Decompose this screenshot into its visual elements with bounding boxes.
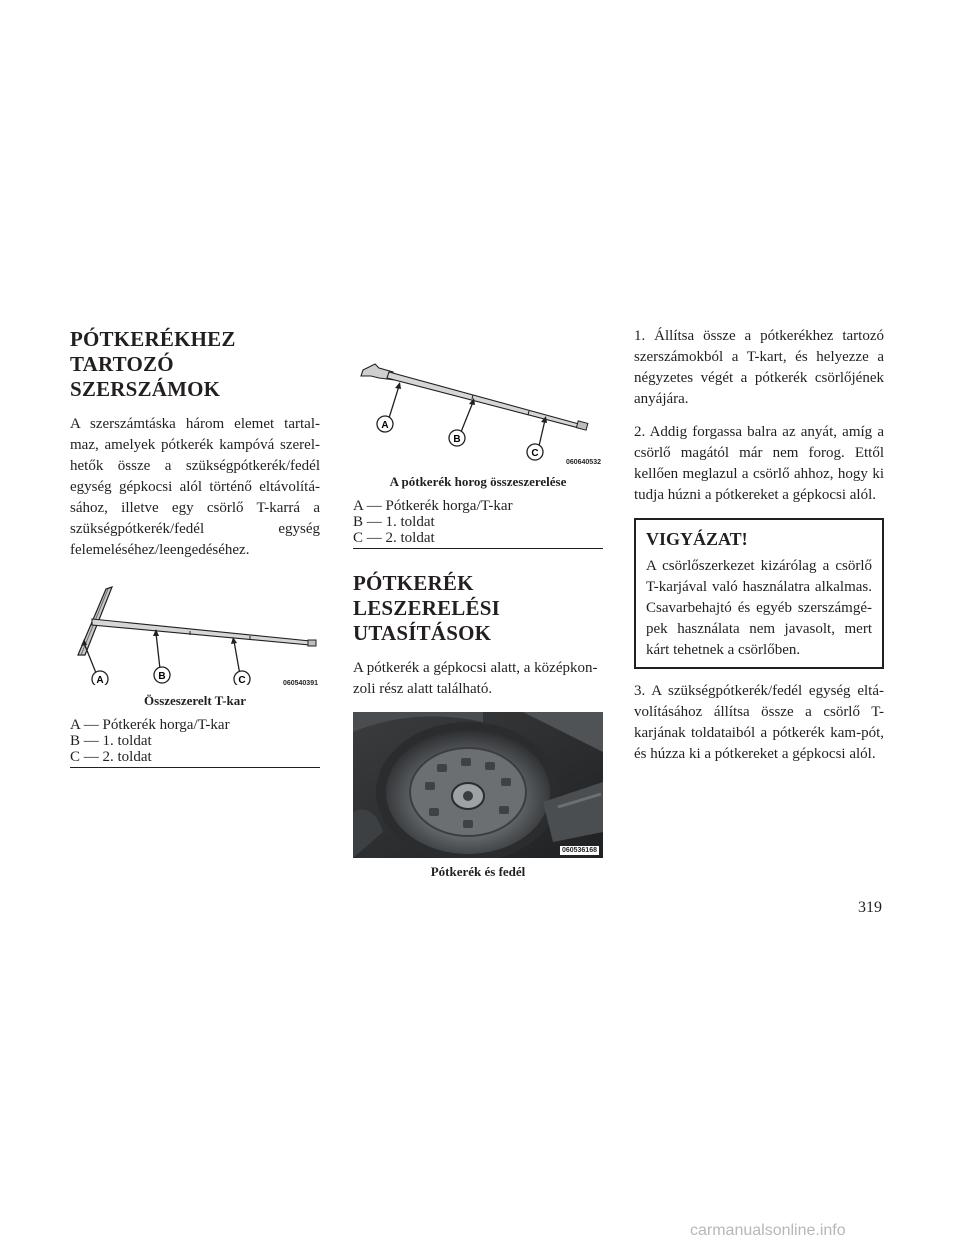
column-right: [634, 326, 884, 777]
callout-b: B: [158, 671, 166, 682]
figure-caption: Összeszerelt T-kar: [144, 693, 246, 708]
figure-legend: [353, 498, 603, 546]
photo-code: 060536168: [561, 847, 597, 854]
spare-tire-image: [353, 712, 603, 858]
step-2-text: 2. Addig forgassa balra az anyát, amíg a csörlő magától már nem forog. Ettől kellően meglazul a csörlő ahhoz, hogy ki tudja húzni a pótkereket a gépkocsi alól.: [634, 424, 884, 503]
step-3-text: 3. A szükségpótkerék/fedél egység eltá-volításához állítsa össze a csörlő T-karjának toldataiból a pótkerék kam-pót, és húzza ki a pótkereket a gépkocsi alól.: [634, 683, 884, 762]
legend-item-c: C — 2. toldat: [70, 749, 152, 765]
callout-a: A: [381, 420, 389, 431]
spare-tire-photo: [353, 712, 603, 858]
section-heading-removal: PÓTKERÉK LESZERELÉSI UTASÍTÁSOK: [353, 571, 500, 645]
page-number: 319: [858, 899, 882, 916]
warning-box: [634, 518, 884, 669]
removal-intro-text: A pótkerék a gépkocsi alatt, a középkon-zoli rész alatt található.: [353, 660, 598, 697]
legend-item-a: A — Pótkerék horga/T-kar: [353, 498, 513, 514]
callout-b: B: [453, 434, 461, 445]
warning-title: VIGYÁZAT!: [646, 529, 748, 549]
t-bar-illustration: [70, 573, 320, 685]
column-left: [70, 327, 320, 768]
legend-item-c: C — 2. toldat: [353, 530, 435, 546]
t-bar-figure: [70, 573, 320, 685]
hook-figure: [353, 358, 603, 464]
photo-caption: Pótkerék és fedél: [430, 864, 526, 879]
figure-caption: A pótkerék horog összeszerelése: [389, 474, 567, 489]
figure-code: 060540391: [282, 680, 318, 687]
legend-item-a: A — Pótkerék horga/T-kar: [70, 717, 230, 733]
legend-item-b: B — 1. toldat: [70, 733, 152, 749]
warning-text: A csörlőszerkezet kizárólag a csörlő T-karjával való használatra alkalmas. Csavarbehajtó és egyéb szerszámgé-pek használata nem javasolt, mert kárt tehetnek a csörlőben.: [646, 558, 872, 658]
tools-intro-text: A szerszámtáska három elemet tartal-maz, amelyek pótkerék kampóvá szerel-hetők össze a szükségpótkerék/fedél egység gépkocsi alól történő eltávolítá-sához, illetve egy csörlő T-karrá a szükségpótkerék/fedél egység felemeléséhez/leengedéséhez.: [70, 416, 320, 558]
section-heading-tools: PÓTKERÉKHEZ TARTOZÓ SZERSZÁMOK: [70, 327, 236, 401]
figure-legend: [70, 717, 320, 765]
legend-item-b: B — 1. toldat: [353, 514, 435, 530]
step-1-text: 1. Állítsa össze a pótkerékhez tartozó szerszámokból a T-kart, és helyezze a négyzetes végét a pótkerék csörlőjének anyájára.: [634, 328, 884, 407]
figure-code: 060640532: [565, 459, 601, 466]
hook-illustration: [353, 358, 603, 464]
column-middle: [353, 358, 603, 888]
callout-a: A: [96, 675, 104, 685]
section-divider: [70, 767, 320, 768]
callout-c: C: [531, 448, 539, 459]
callout-c: C: [238, 675, 246, 685]
section-divider: [353, 548, 603, 549]
watermark: carmanualsonline.info: [690, 1222, 846, 1239]
